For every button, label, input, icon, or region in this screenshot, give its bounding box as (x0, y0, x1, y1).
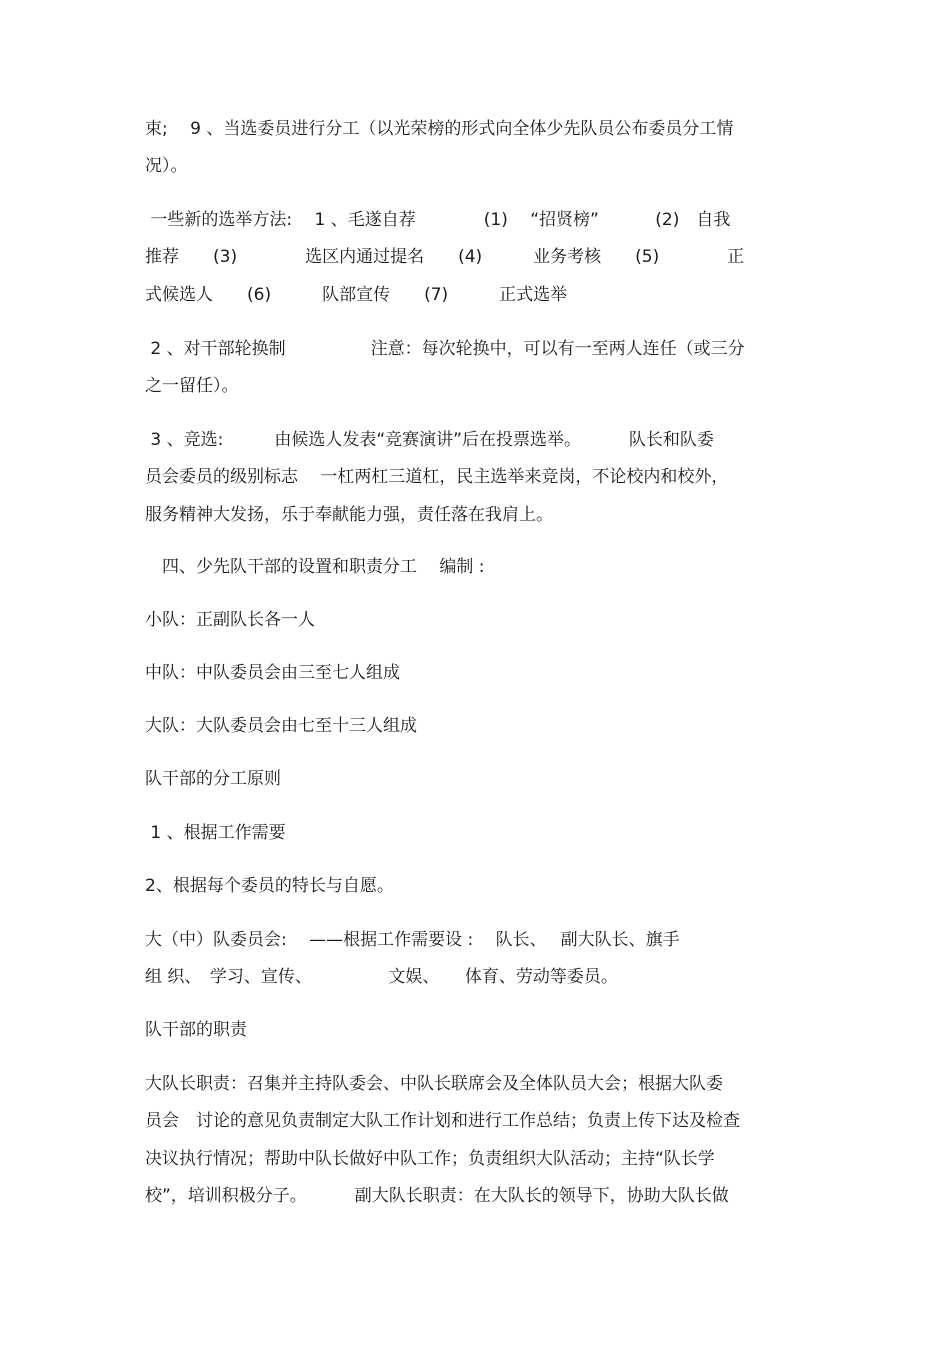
text-line: 束; 9 、当选委员进行分工（以光荣榜的形式向全体少先队员公布委员分工情 (145, 119, 734, 139)
text-line: 式候选人 (6) 队部宣传 (7) 正式选举 (145, 285, 568, 305)
text-line: 况）。 (145, 156, 188, 176)
text-line: 决议执行情况；帮助中队长做好中队工作；负责组织大队活动；主持“队长学 (145, 1149, 715, 1169)
text-line: 员会委员的级别标志 一杠两杠三道杠，民主选举来竞岗，不论校内和校外， (145, 467, 729, 487)
text-line: 大队长职责：召集并主持队委会、中队长联席会及全体队员大会；根据大队委 (145, 1074, 723, 1094)
text-line: 小队：正副队长各一人 (145, 610, 315, 630)
text-line: 大（中）队委员会: ——根据工作需要设 : 队长、 副大队长、旗手 (145, 930, 680, 950)
text-line: 服务精神大发扬，乐于奉献能力强，责任落在我肩上。 (145, 505, 553, 525)
text-line: 队干部的分工原则 (145, 769, 281, 789)
text-line: 3 、竞选: 由候选人发表“竞赛演讲”后在投票选举。 队长和队委 (145, 430, 714, 450)
text-line: 1 、根据工作需要 (145, 823, 286, 843)
text-line: 员会 讨论的意见负责制定大队工作计划和进行工作总结；负责上传下达及检查 (145, 1111, 740, 1131)
text-line: 一些新的选举方法: 1 、毛遂自荐 (1) “招贤榜” (2) 自我 (145, 210, 731, 230)
text-line: 2、根据每个委员的特长与自愿。 (145, 876, 394, 896)
text-line: 中队：中队委员会由三至七人组成 (145, 663, 400, 683)
text-line: 组 织、 学习、宣传、 文娱、 体育、劳动等委员。 (145, 967, 618, 987)
text-line: 队干部的职责 (145, 1020, 247, 1040)
text-line: 校”，培训积极分子。 副大队长职责：在大队长的领导下，协助大队长做 (145, 1186, 729, 1206)
section-heading: 四、少先队干部的设置和职责分工 编制 : (145, 557, 485, 577)
text-line: 大队：大队委员会由七至十三人组成 (145, 716, 417, 736)
text-line: 之一留任）。 (145, 376, 239, 396)
text-line: 推荐 (3) 选区内通过提名 (4) 业务考核 (5) 正 (145, 247, 745, 267)
text-line: 2 、对干部轮换制 注意：每次轮换中，可以有一至两人连任（或三分 (145, 339, 745, 359)
